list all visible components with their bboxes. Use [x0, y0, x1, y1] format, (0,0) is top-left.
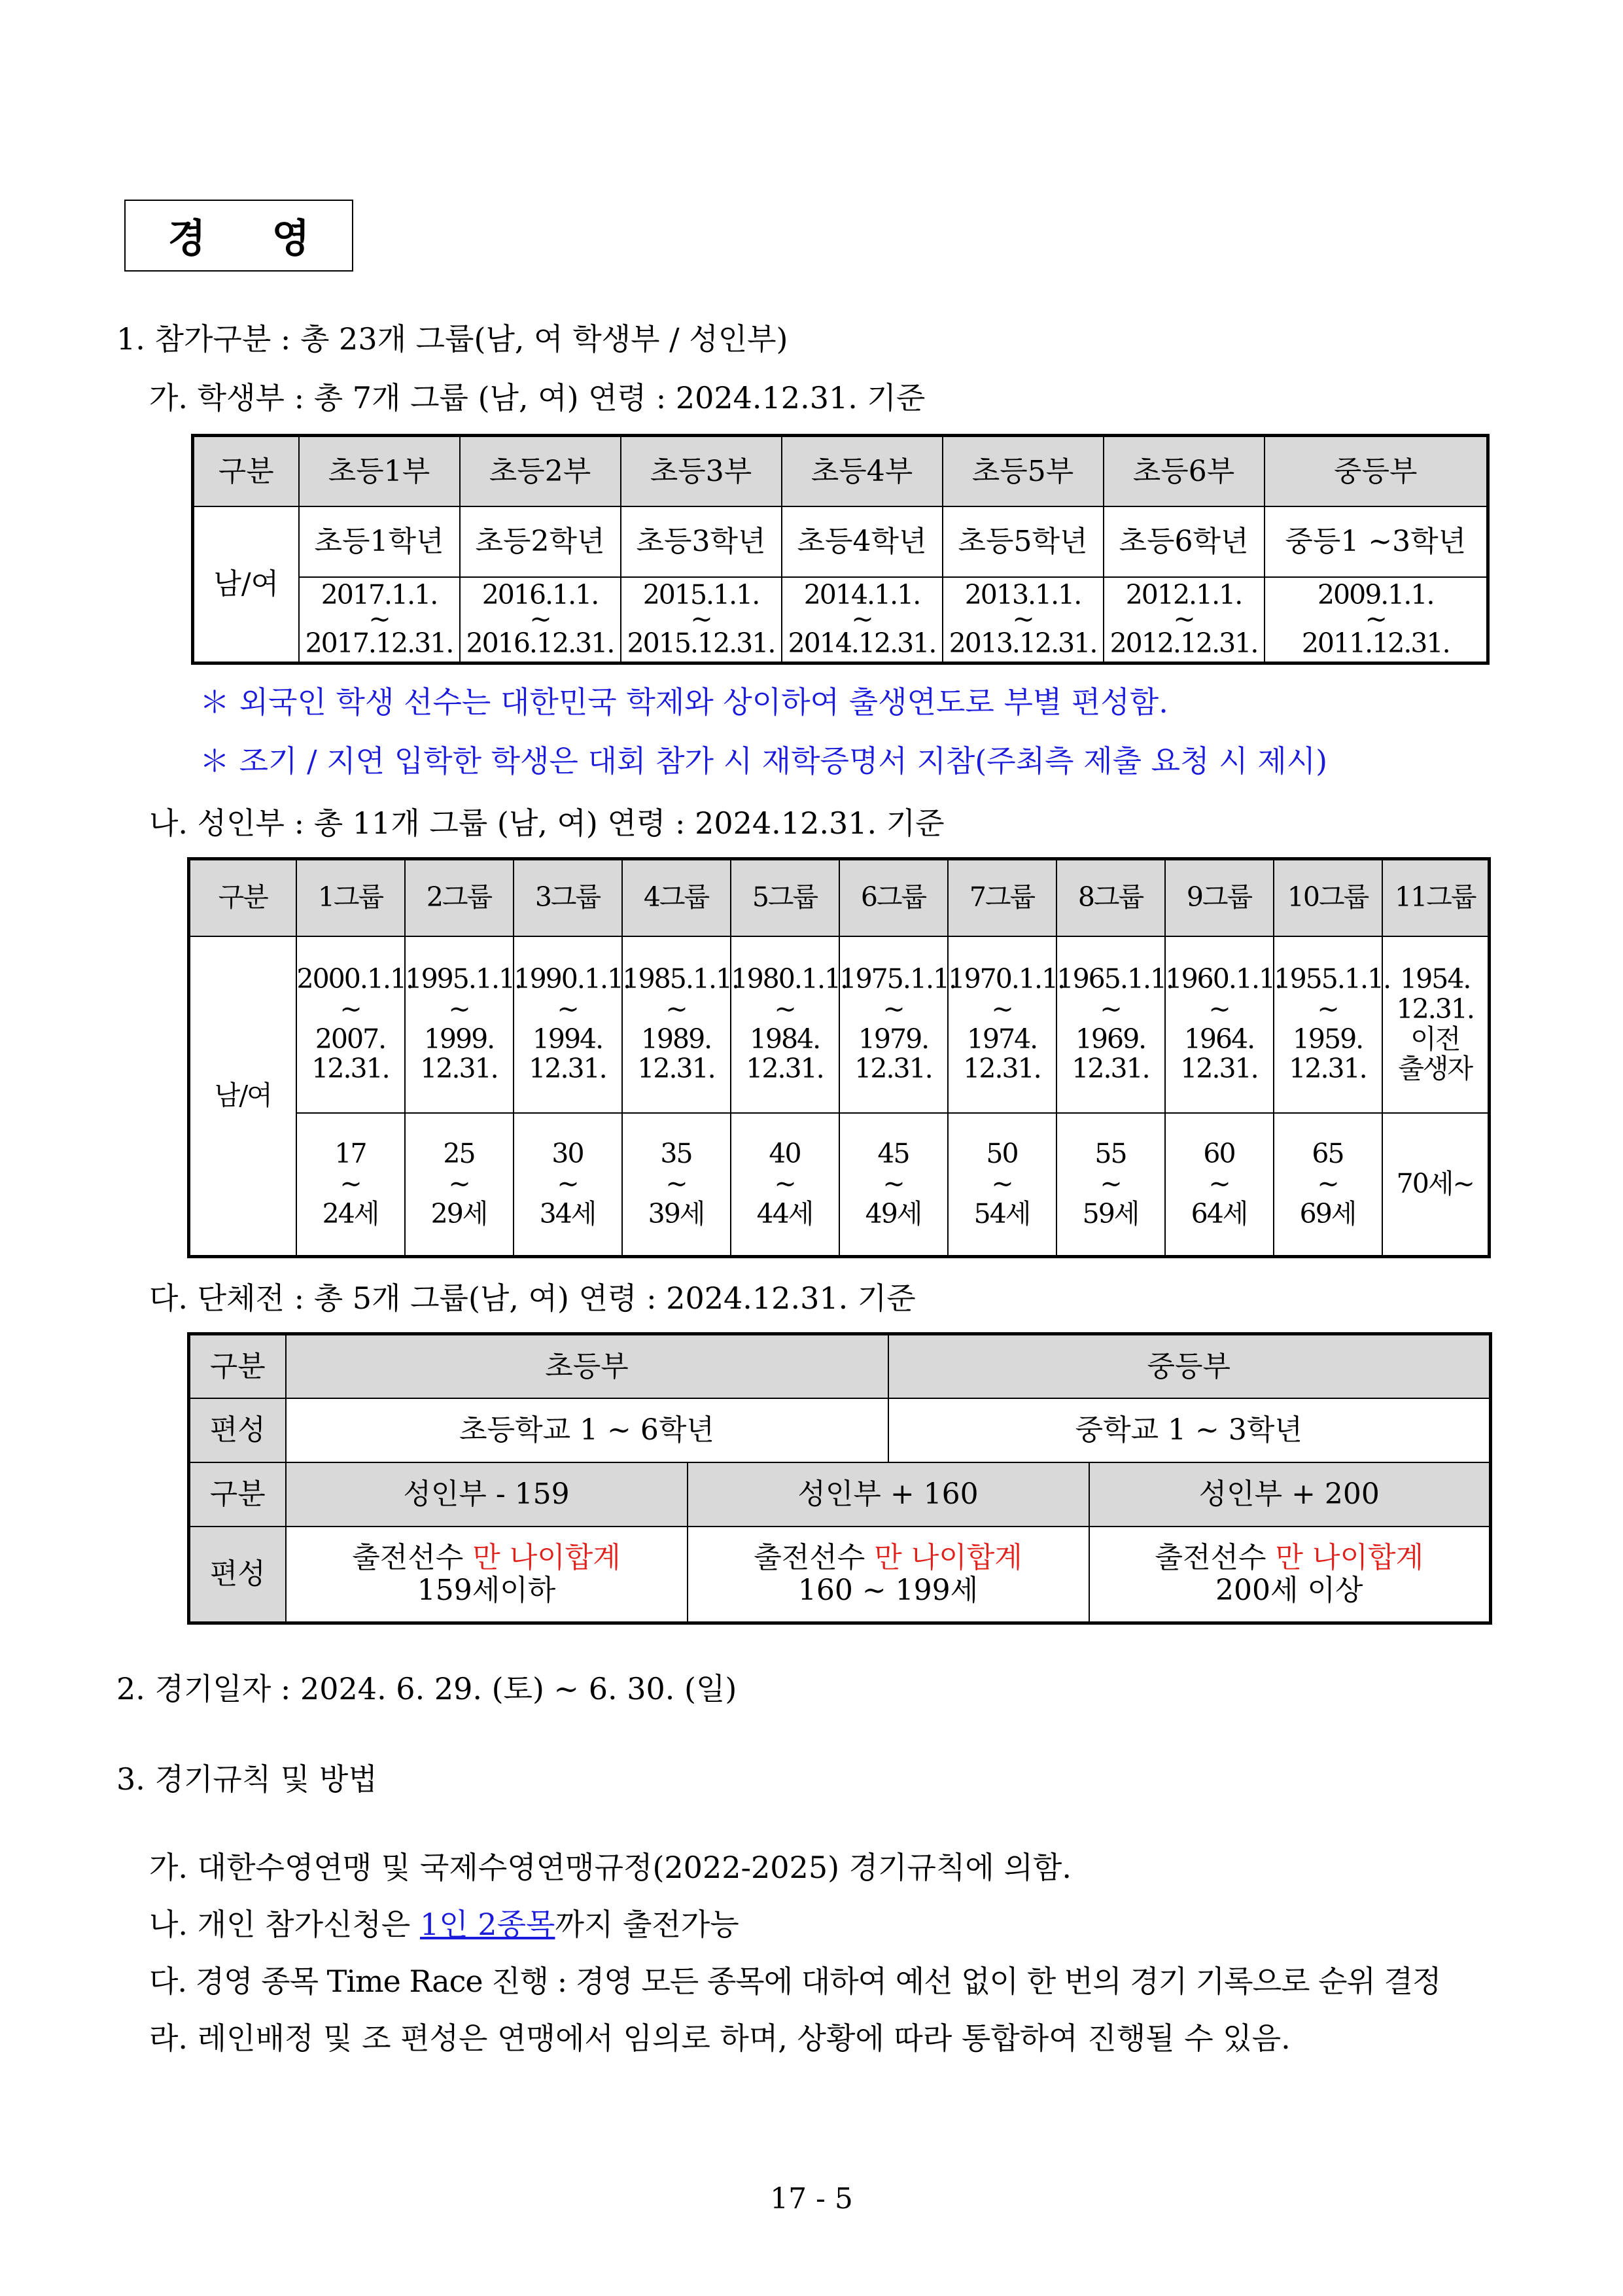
composition-cell: 출전선수 만 나이합계 160 ~ 199세: [688, 1527, 1089, 1623]
header-cell: 6그룹: [839, 859, 948, 936]
grade-cell: 중등1 ~3학년: [1265, 506, 1488, 577]
birth-range-cell: 1970.1.1. ~ 1974. 12.31.: [948, 936, 1056, 1113]
age-range-cell: 25 ~ 29세: [405, 1113, 514, 1257]
rule-c: 다. 경영 종목 Time Race 진행 : 경영 모든 종목에 대하여 예선 없이 한 번의 경기 기록으로 순위 결정: [149, 1964, 1441, 1999]
header-cell: 구분: [189, 1334, 286, 1398]
header-cell: 11그룹: [1382, 859, 1490, 936]
row-label: 편성: [189, 1398, 286, 1462]
adult-team-header-row: [189, 1462, 1491, 1527]
header-cell: 초등1부: [299, 436, 460, 506]
composition-cell: 중학교 1 ~ 3학년: [888, 1398, 1491, 1462]
adult-age-row: [189, 1113, 1490, 1257]
header-cell: 9그룹: [1165, 859, 1274, 936]
row-label: 남/여: [193, 506, 299, 663]
birth-range-cell: 2016.1.1. ~ 2016.12.31.: [460, 577, 621, 663]
birth-range-cell: 2017.1.1. ~ 2017.12.31.: [299, 577, 460, 663]
section-heading: 경 영: [124, 200, 353, 272]
age-range-cell: 35 ~ 39세: [622, 1113, 731, 1257]
age-range-cell: 45 ~ 49세: [839, 1113, 948, 1257]
header-cell: 5그룹: [731, 859, 839, 936]
header-cell: 구분: [189, 1462, 286, 1527]
header-cell: 중등부: [1265, 436, 1488, 506]
birth-range-cell: 1995.1.1. ~ 1999. 12.31.: [405, 936, 514, 1113]
header-cell: 구분: [193, 436, 299, 506]
student-division-title: 가. 학생부 : 총 7개 그룹 (남, 여) 연령 : 2024.12.31. 기준: [149, 380, 926, 415]
header-cell: 초등부: [286, 1334, 888, 1398]
page-number: 17 - 5: [770, 2182, 853, 2216]
student-header-row: [193, 436, 1488, 506]
entry-limit-link: 1인 2종목: [419, 1907, 555, 1942]
early-entry-note: ＊ 조기 / 지연 입학한 학생은 대회 참가 시 재학증명서 지참(주최측 제출 요청 시 제시): [200, 743, 1328, 779]
team-header-row: [189, 1334, 1491, 1398]
birth-range-cell: 1985.1.1. ~ 1989. 12.31.: [622, 936, 731, 1113]
row-label: 편성: [189, 1527, 286, 1623]
adult-birth-row: [189, 936, 1490, 1113]
age-range-cell: 50 ~ 54세: [948, 1113, 1056, 1257]
team-division-title: 다. 단체전 : 총 5개 그룹(남, 여) 연령 : 2024.12.31. 기준: [149, 1280, 916, 1316]
birth-range-cell: 2013.1.1. ~ 2013.12.31.: [943, 577, 1104, 663]
team-division-table: [187, 1332, 1492, 1625]
team-composition-row: [189, 1398, 1491, 1462]
rule-a: 가. 대한수영연맹 및 국제수영연맹규정(2022-2025) 경기규칙에 의함.: [149, 1850, 1072, 1885]
adult-team-composition-row: [189, 1527, 1491, 1623]
age-range-cell: 70세~: [1382, 1113, 1490, 1257]
grade-cell: 초등2학년: [460, 506, 621, 577]
header-cell: 8그룹: [1056, 859, 1165, 936]
birth-range-cell: 2009.1.1. ~ 2011.12.31.: [1265, 577, 1488, 663]
header-cell: 3그룹: [514, 859, 622, 936]
header-cell: 초등3부: [621, 436, 782, 506]
grade-cell: 초등4학년: [782, 506, 943, 577]
birth-range-cell: 1975.1.1. ~ 1979. 12.31.: [839, 936, 948, 1113]
header-cell: 1그룹: [296, 859, 405, 936]
rule-d: 라. 레인배정 및 조 편성은 연맹에서 임의로 하며, 상황에 따라 통합하여 진행될 수 있음.: [149, 2021, 1291, 2056]
header-cell: 구분: [189, 859, 296, 936]
grade-cell: 초등1학년: [299, 506, 460, 577]
header-cell: 성인부 + 200: [1089, 1462, 1491, 1527]
header-cell: 4그룹: [622, 859, 731, 936]
age-range-cell: 65 ~ 69세: [1274, 1113, 1382, 1257]
age-range-cell: 17 ~ 24세: [296, 1113, 405, 1257]
composition-cell: 출전선수 만 나이합계 200세 이상: [1089, 1527, 1491, 1623]
grade-cell: 초등3학년: [621, 506, 782, 577]
birth-range-cell: 1955.1.1. ~ 1959. 12.31.: [1274, 936, 1382, 1113]
composition-cell: 출전선수 만 나이합계 159세이하: [286, 1527, 688, 1623]
birth-range-cell: 1960.1.1. ~ 1964. 12.31.: [1165, 936, 1274, 1113]
adult-division-title: 나. 성인부 : 총 11개 그룹 (남, 여) 연령 : 2024.12.31. 기준: [149, 805, 945, 841]
birth-range-cell: 1954. 12.31. 이전 출생자: [1382, 936, 1490, 1113]
birth-range-cell: 2000.1.1. ~ 2007. 12.31.: [296, 936, 405, 1113]
header-cell: 7그룹: [948, 859, 1056, 936]
header-cell: 2그룹: [405, 859, 514, 936]
header-cell: 중등부: [888, 1334, 1491, 1398]
header-cell: 초등2부: [460, 436, 621, 506]
student-birth-row: [193, 577, 1488, 663]
age-range-cell: 60 ~ 64세: [1165, 1113, 1274, 1257]
participation-title: 1. 참가구분 : 총 23개 그룹(남, 여 학생부 / 성인부): [116, 321, 788, 357]
age-range-cell: 55 ~ 59세: [1056, 1113, 1165, 1257]
birth-range-cell: 1990.1.1. ~ 1994. 12.31.: [514, 936, 622, 1113]
row-label: 남/여: [189, 936, 296, 1257]
birth-range-cell: 1980.1.1. ~ 1984. 12.31.: [731, 936, 839, 1113]
adult-division-table: [187, 857, 1491, 1258]
header-cell: 초등4부: [782, 436, 943, 506]
grade-cell: 초등6학년: [1104, 506, 1265, 577]
student-grade-row: [193, 506, 1488, 577]
header-cell: 10그룹: [1274, 859, 1382, 936]
birth-range-cell: 2014.1.1. ~ 2014.12.31.: [782, 577, 943, 663]
header-cell: 성인부 - 159: [286, 1462, 688, 1527]
foreign-student-note: ＊ 외국인 학생 선수는 대한민국 학제와 상이하여 출생연도로 부별 편성함.: [200, 684, 1168, 720]
rule-b: 나. 개인 참가신청은 1인 2종목까지 출전가능: [149, 1907, 739, 1942]
age-range-cell: 30 ~ 34세: [514, 1113, 622, 1257]
composition-cell: 초등학교 1 ~ 6학년: [286, 1398, 888, 1462]
header-cell: 초등5부: [943, 436, 1104, 506]
student-division-table: [191, 434, 1490, 665]
birth-range-cell: 2015.1.1. ~ 2015.12.31.: [621, 577, 782, 663]
birth-range-cell: 2012.1.1. ~ 2012.12.31.: [1104, 577, 1265, 663]
header-cell: 초등6부: [1104, 436, 1265, 506]
birth-range-cell: 1965.1.1. ~ 1969. 12.31.: [1056, 936, 1165, 1113]
rules-title: 3. 경기규칙 및 방법: [116, 1761, 377, 1797]
header-cell: 성인부 + 160: [688, 1462, 1089, 1527]
adult-header-row: [189, 859, 1490, 936]
grade-cell: 초등5학년: [943, 506, 1104, 577]
competition-dates: 2. 경기일자 : 2024. 6. 29. (토) ~ 6. 30. (일): [116, 1671, 737, 1706]
age-range-cell: 40 ~ 44세: [731, 1113, 839, 1257]
